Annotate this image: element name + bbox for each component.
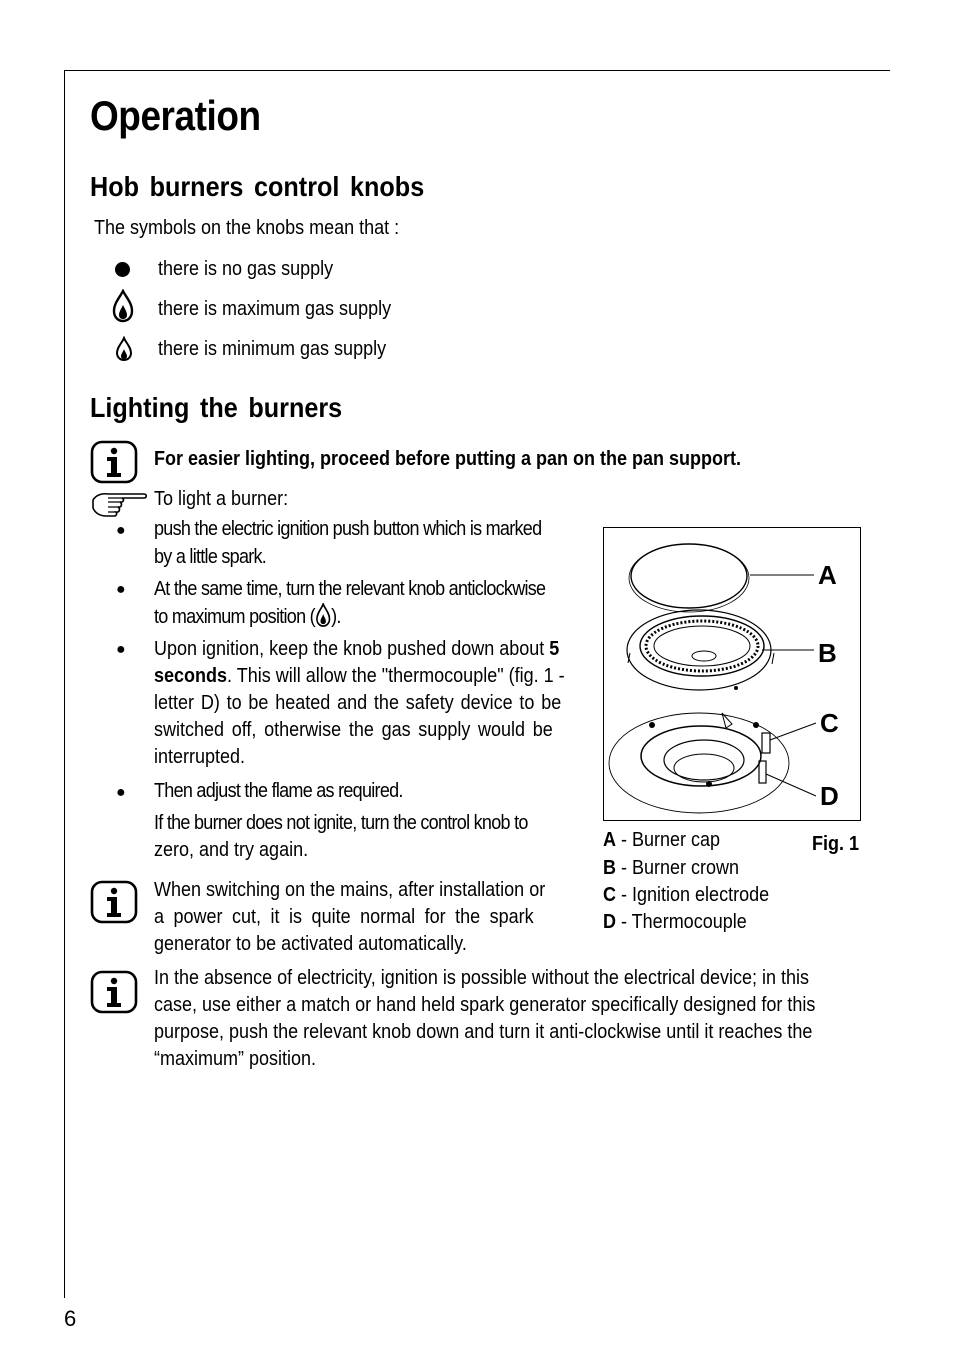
info3-line3: purpose, push the relevant knob down and turn it anti-clockwise until it reaches the — [154, 1021, 813, 1043]
bullet-icon: ● — [116, 784, 126, 801]
burner-figure — [603, 527, 861, 821]
info-icon — [90, 970, 138, 1014]
knobs-intro: The symbols on the knobs mean that : — [94, 217, 400, 239]
step4-text: Then adjust the flame as required. — [154, 780, 403, 802]
step3-line2: seconds. This will allow the "thermocouple" (fig. 1 - — [154, 665, 565, 687]
large-flame-icon — [111, 289, 135, 323]
lighting-heading: Lighting the burners — [90, 392, 343, 423]
step3-line4: switched off, otherwise the gas supply would be — [154, 719, 553, 741]
step4-note-line1: If the burner does not ignite, turn the control knob to — [154, 812, 528, 834]
legend-item-b: B - Burner crown — [603, 857, 740, 879]
to-light-label: To light a burner: — [154, 488, 289, 510]
knobs-heading: Hob burners control knobs — [90, 171, 425, 202]
symbol-min-gas-text: there is minimum gas supply — [158, 338, 387, 360]
filled-dot-icon — [115, 262, 130, 277]
legend-item-d: D - Thermocouple — [603, 911, 747, 933]
figure-label-c: C — [820, 708, 839, 738]
info-icon — [90, 880, 138, 924]
page-number: 6 — [64, 1306, 77, 1331]
bullet-icon: ● — [116, 641, 126, 658]
step2-line2: to maximum position ( ). — [154, 603, 341, 631]
small-flame-icon — [115, 336, 133, 362]
top-rule — [64, 70, 890, 71]
info-icon — [90, 440, 138, 484]
legend-item-c: C - Ignition electrode — [603, 884, 770, 906]
figure-caption: Fig. 1 — [812, 833, 860, 855]
legend-item-a: A - Burner cap — [603, 829, 721, 851]
figure-label-b: B — [818, 638, 837, 668]
info2-line1: When switching on the mains, after installation or — [154, 879, 546, 901]
figure-label-d: D — [820, 781, 839, 811]
bullet-icon: ● — [116, 522, 126, 539]
step4-note-line2: zero, and try again. — [154, 839, 309, 861]
info2-line3: generator to be activated automatically. — [154, 933, 467, 955]
large-flame-icon — [315, 603, 331, 627]
figure-label-a: A — [818, 560, 837, 590]
lighting-note: For easier lighting, proceed before putting a pan on the pan support. — [154, 448, 742, 470]
step2-line1: At the same time, turn the relevant knob anticlockwise — [154, 578, 546, 600]
left-rule — [64, 70, 65, 1298]
info2-line2: a power cut, it is quite normal for the spark — [154, 906, 534, 928]
page-title: Operation — [90, 92, 261, 139]
pointing-hand-icon — [90, 490, 148, 518]
bullet-icon: ● — [116, 581, 126, 598]
step3-line3: letter D) to be heated and the safety device to be — [154, 692, 562, 714]
info3-line2: case, use either a match or hand held spark generator specifically designed for this — [154, 994, 816, 1016]
info3-line4: “maximum” position. — [154, 1048, 317, 1070]
step3-line5: interrupted. — [154, 746, 246, 768]
symbol-no-gas-text: there is no gas supply — [158, 258, 334, 280]
symbol-max-gas-text: there is maximum gas supply — [158, 298, 392, 320]
step3-line1: Upon ignition, keep the knob pushed down about 5 — [154, 638, 560, 660]
step1-text: push the electric ignition push button which is marked by a little spark. — [154, 518, 542, 568]
info3-line1: In the absence of electricity, ignition is possible without the electrical device; in this — [154, 967, 810, 989]
